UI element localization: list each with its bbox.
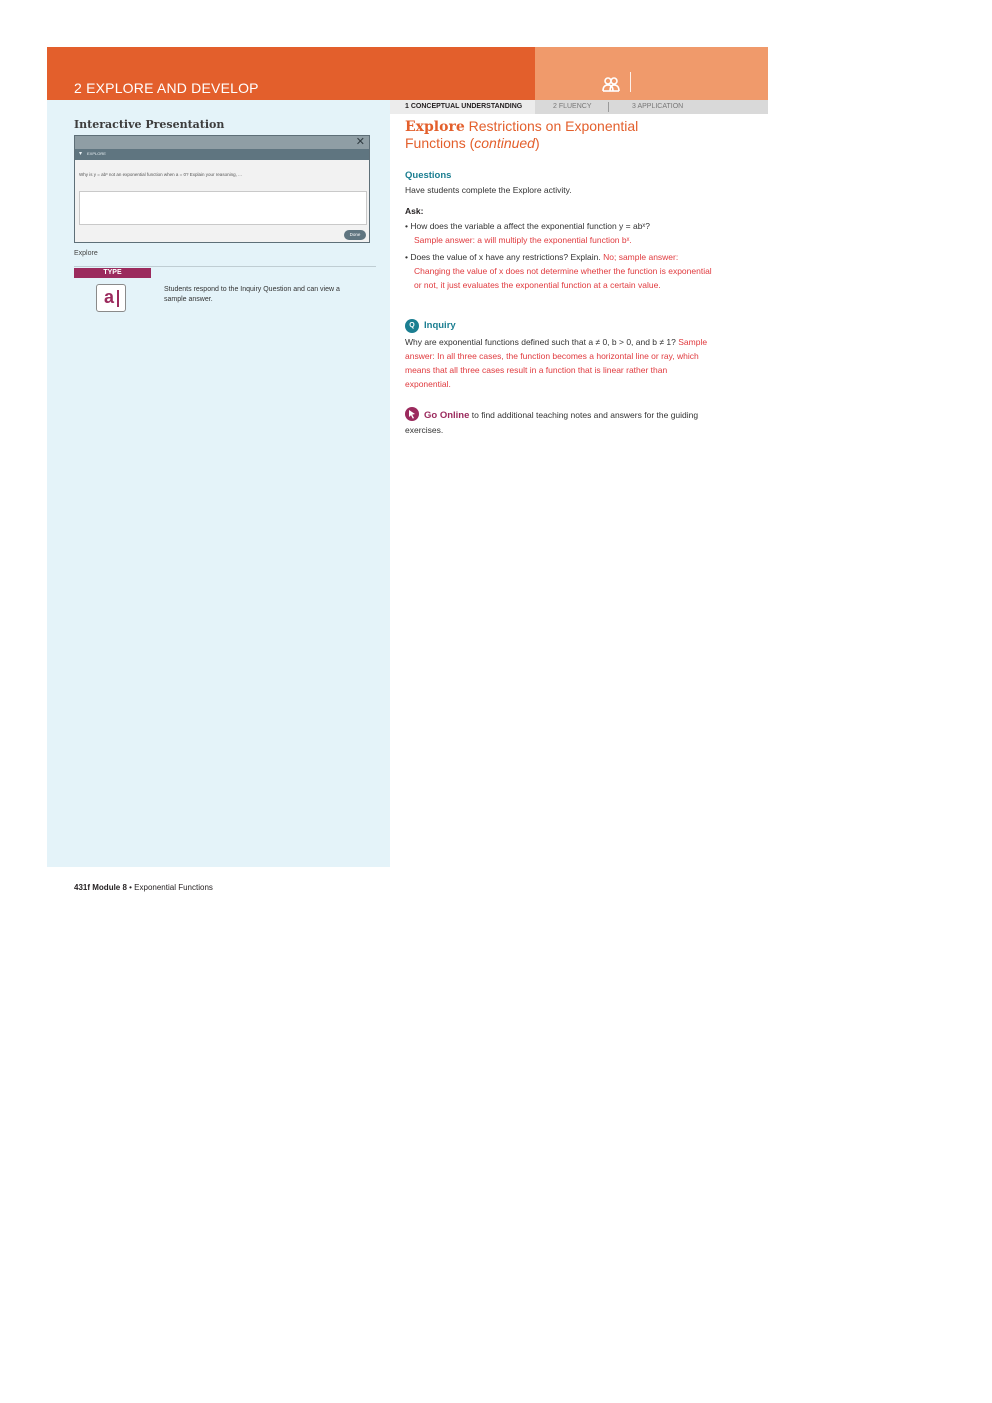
inquiry-body [405, 335, 715, 391]
question-2-text: • Does the value of x have any restrictions? Explain. [405, 252, 601, 262]
text-cursor-icon [117, 290, 119, 307]
tab-application[interactable]: 3 APPLICATION [632, 103, 684, 110]
chevron-down-icon: ▾ [79, 151, 83, 157]
banner-accent [535, 47, 768, 100]
go-online-text: to find additional teaching notes and answers for the guiding exercises. [405, 410, 699, 435]
presentation-screenshot [74, 135, 370, 243]
screenshot-section-bar [75, 149, 369, 160]
title-explore: Explore [405, 119, 465, 135]
section-title: 2 EXPLORE AND DEVELOP [74, 80, 259, 96]
go-online-link[interactable]: Go Online [424, 410, 470, 421]
module-topic: Exponential Functions [134, 883, 213, 892]
inquiry-heading: Inquiry [424, 320, 456, 331]
question-1-text: • How does the variable a affect the exponential function y = abˣ? [405, 221, 650, 231]
type-icon-letter: a [104, 287, 115, 307]
close-icon: ✕ [355, 136, 365, 148]
screenshot-section-label: EXPLORE [87, 151, 106, 156]
screenshot-titlebar [75, 136, 369, 149]
group-icon [602, 76, 620, 92]
divider [74, 266, 376, 267]
ask-label: Ask: [405, 206, 424, 216]
screenshot-question: Why is y = abˣ not an exponential function when a = 0? Explain your reasoning, ... [79, 172, 242, 177]
questions-heading: Questions [405, 170, 452, 181]
question-1 [405, 219, 715, 247]
level-tabs [390, 100, 768, 114]
answer-1: Sample answer: a will multiply the exponential function bˣ. [414, 235, 632, 245]
title-continued: continued [474, 135, 535, 151]
inquiry-question: Why are exponential functions defined such that a ≠ 0, b > 0, and b ≠ 1? [405, 337, 676, 347]
screenshot-caption: Explore [74, 250, 98, 257]
answer-2: Changing the value of x does not determine whether the function is exponential or not, it just evaluates the exponential function at a certain value. [414, 266, 712, 290]
tab-divider [608, 102, 609, 112]
type-label: TYPE [74, 268, 151, 278]
module-label: Module 8 [92, 883, 127, 892]
title-line2-start: Functions ( [405, 135, 475, 151]
tab-fluency[interactable]: 2 FLUENCY [553, 103, 592, 110]
question-2 [405, 250, 715, 292]
title-line2-end: ) [534, 135, 540, 151]
go-online-note [405, 408, 715, 437]
type-description: Students respond to the Inquiry Question and can view a sample answer. [164, 286, 340, 303]
page-footer [74, 883, 213, 892]
inquiry-answer: Sample answer: In all three cases, the function becomes a horizontal line or ray, which means that all three cases result in a function that is linear rather than exponential. [405, 337, 708, 389]
inquiry-icon: Q [405, 319, 419, 333]
page-number: 431f [74, 883, 91, 892]
questions-text: Have students complete the Explore activity. [405, 185, 572, 195]
type-icon [96, 284, 126, 312]
interactive-presentation-heading: Interactive Presentation [74, 118, 225, 131]
answer-2-start: No; sample answer: [600, 252, 679, 262]
screenshot-answer-field [79, 191, 367, 225]
page-title [405, 118, 638, 135]
page-title-line2 [405, 135, 540, 151]
tab-conceptual-understanding[interactable]: 1 CONCEPTUAL UNDERSTANDING [390, 100, 535, 114]
title-text: Restrictions on Exponential [464, 118, 639, 134]
screenshot-done-button: Done [344, 230, 366, 240]
footer-separator: • [126, 883, 135, 892]
banner-divider [630, 72, 631, 92]
